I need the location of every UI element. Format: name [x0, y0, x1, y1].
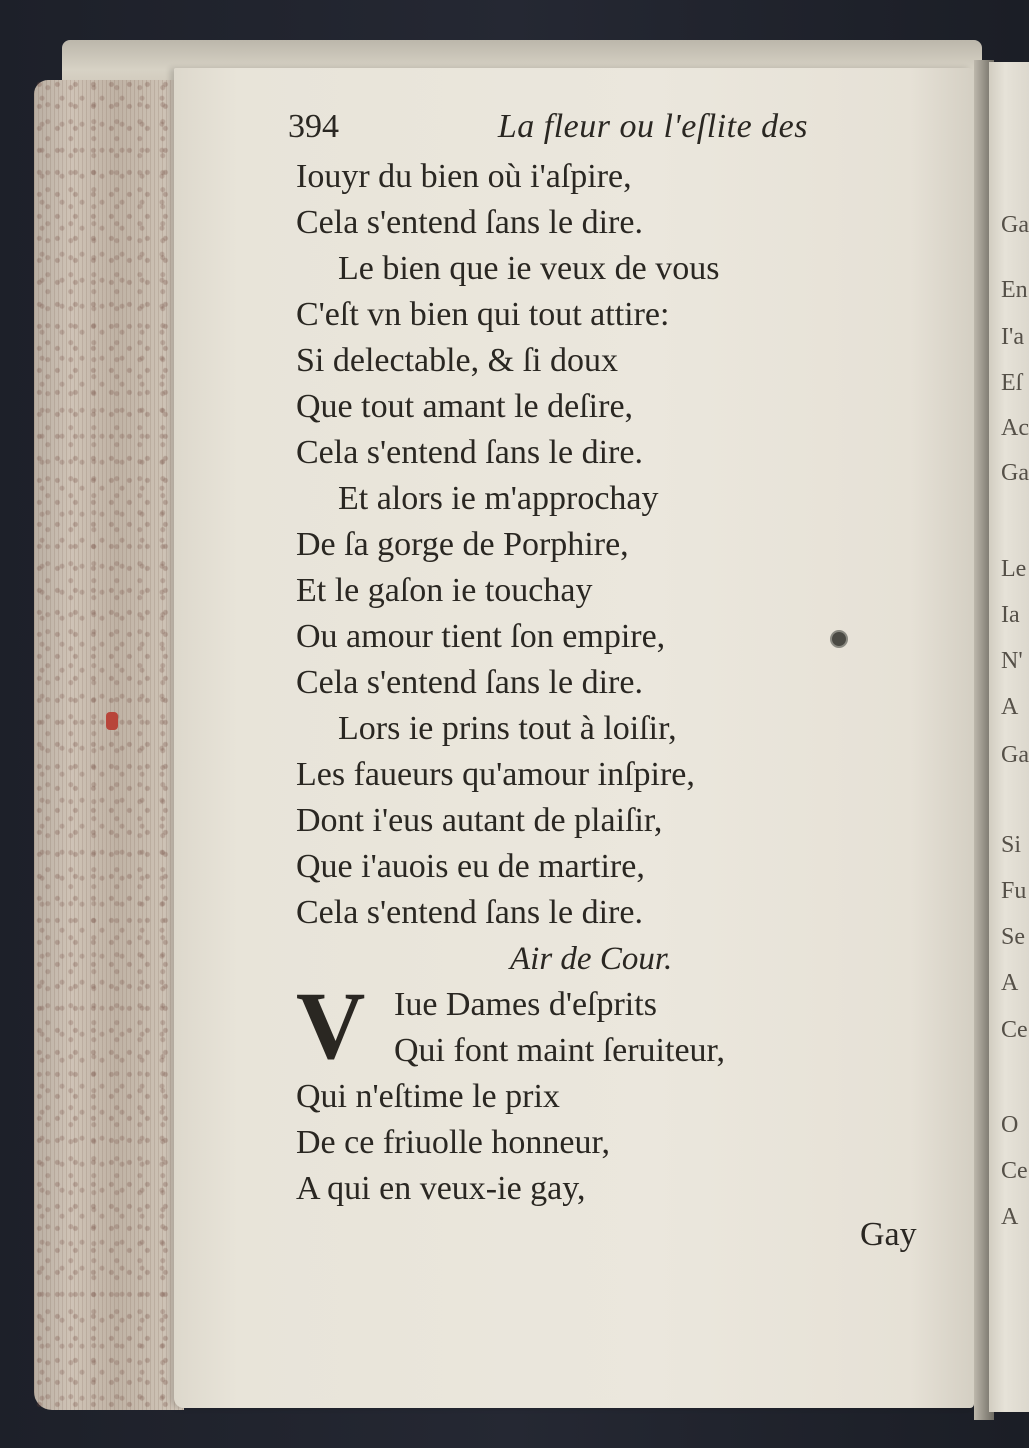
verse-line: Lors ie prins tout à loiſir,: [338, 710, 677, 747]
edge-letter: Ga: [1001, 742, 1029, 768]
verse-line: Ou amour tient ſon empire,: [296, 618, 666, 655]
book-fore-edge: [34, 80, 184, 1410]
verse-line: Les faueurs qu'amour inſpire,: [296, 756, 695, 793]
edge-letter: O: [1001, 1112, 1019, 1138]
dropcap-block: [296, 972, 856, 1079]
red-mark: [106, 712, 118, 730]
facing-page-edge: [989, 62, 1029, 1412]
poem-text: [296, 154, 856, 1212]
verse-line: Cela s'entend ſans le dire.: [296, 434, 643, 471]
catchword: Gay: [860, 1216, 917, 1253]
edge-letter: Se: [1001, 924, 1025, 950]
edge-letter: Ga: [1001, 212, 1029, 238]
edge-letter: Le: [1001, 556, 1027, 582]
edge-letter: Ce: [1001, 1158, 1028, 1184]
edge-letter: I'a: [1001, 324, 1024, 350]
verse-line: Cela s'entend ſans le dire.: [296, 204, 643, 241]
fore-edge-speckle: [34, 80, 184, 1410]
drop-capital: V: [296, 972, 366, 1079]
verse-line: C'eſt vn bien qui tout attire:: [296, 296, 670, 333]
verse-line: De ce friuolle honneur,: [296, 1124, 610, 1161]
edge-letter: Ia: [1001, 602, 1020, 628]
song-heading: Air de Cour.: [510, 941, 673, 977]
verse-line: Et alors ie m'approchay: [338, 480, 659, 517]
page-header: [288, 108, 808, 152]
verse-line: Le bien que ie veux de vous: [338, 250, 720, 287]
verse-line: Que tout amant le deſire,: [296, 388, 634, 425]
verse-line: Qui n'eſtime le prix: [296, 1078, 560, 1115]
verse-line: Et le gaſon ie touchay: [296, 572, 593, 609]
edge-letter: N': [1001, 648, 1023, 674]
verse-line: A qui en veux-ie gay,: [296, 1170, 586, 1207]
edge-letter: Ga: [1001, 460, 1029, 486]
verse-line: Que i'auois eu de martire,: [296, 848, 645, 885]
edge-letter: Si: [1001, 832, 1022, 858]
verse-line: Dont i'eus autant de plaiſir,: [296, 802, 663, 839]
edge-letter: Ac: [1001, 415, 1029, 441]
verse-line: Cela s'entend ſans le dire.: [296, 894, 643, 931]
verse-line: De ſa gorge de Porphire,: [296, 526, 629, 563]
edge-letter: A: [1001, 1204, 1019, 1230]
page-number: 394: [288, 108, 339, 145]
edge-letter: A: [1001, 970, 1019, 996]
edge-letter: Eſ: [1001, 370, 1023, 396]
edge-letter: Fu: [1001, 878, 1027, 904]
running-title: La fleur ou l'eſlite des: [497, 108, 808, 145]
verse-line: Iouyr du bien où i'aſpire,: [296, 158, 632, 195]
verse-line: Si delectable, & ſi doux: [296, 342, 618, 379]
verse-line: Qui font maint ſeruiteur,: [394, 1032, 726, 1069]
edge-letter: En: [1001, 277, 1028, 303]
ink-dot: [830, 630, 848, 648]
edge-letter: A: [1001, 694, 1019, 720]
verse-line: Cela s'entend ſans le dire.: [296, 664, 643, 701]
edge-letter: Ce: [1001, 1017, 1028, 1043]
verse-line: Iue Dames d'eſprits: [394, 986, 657, 1023]
